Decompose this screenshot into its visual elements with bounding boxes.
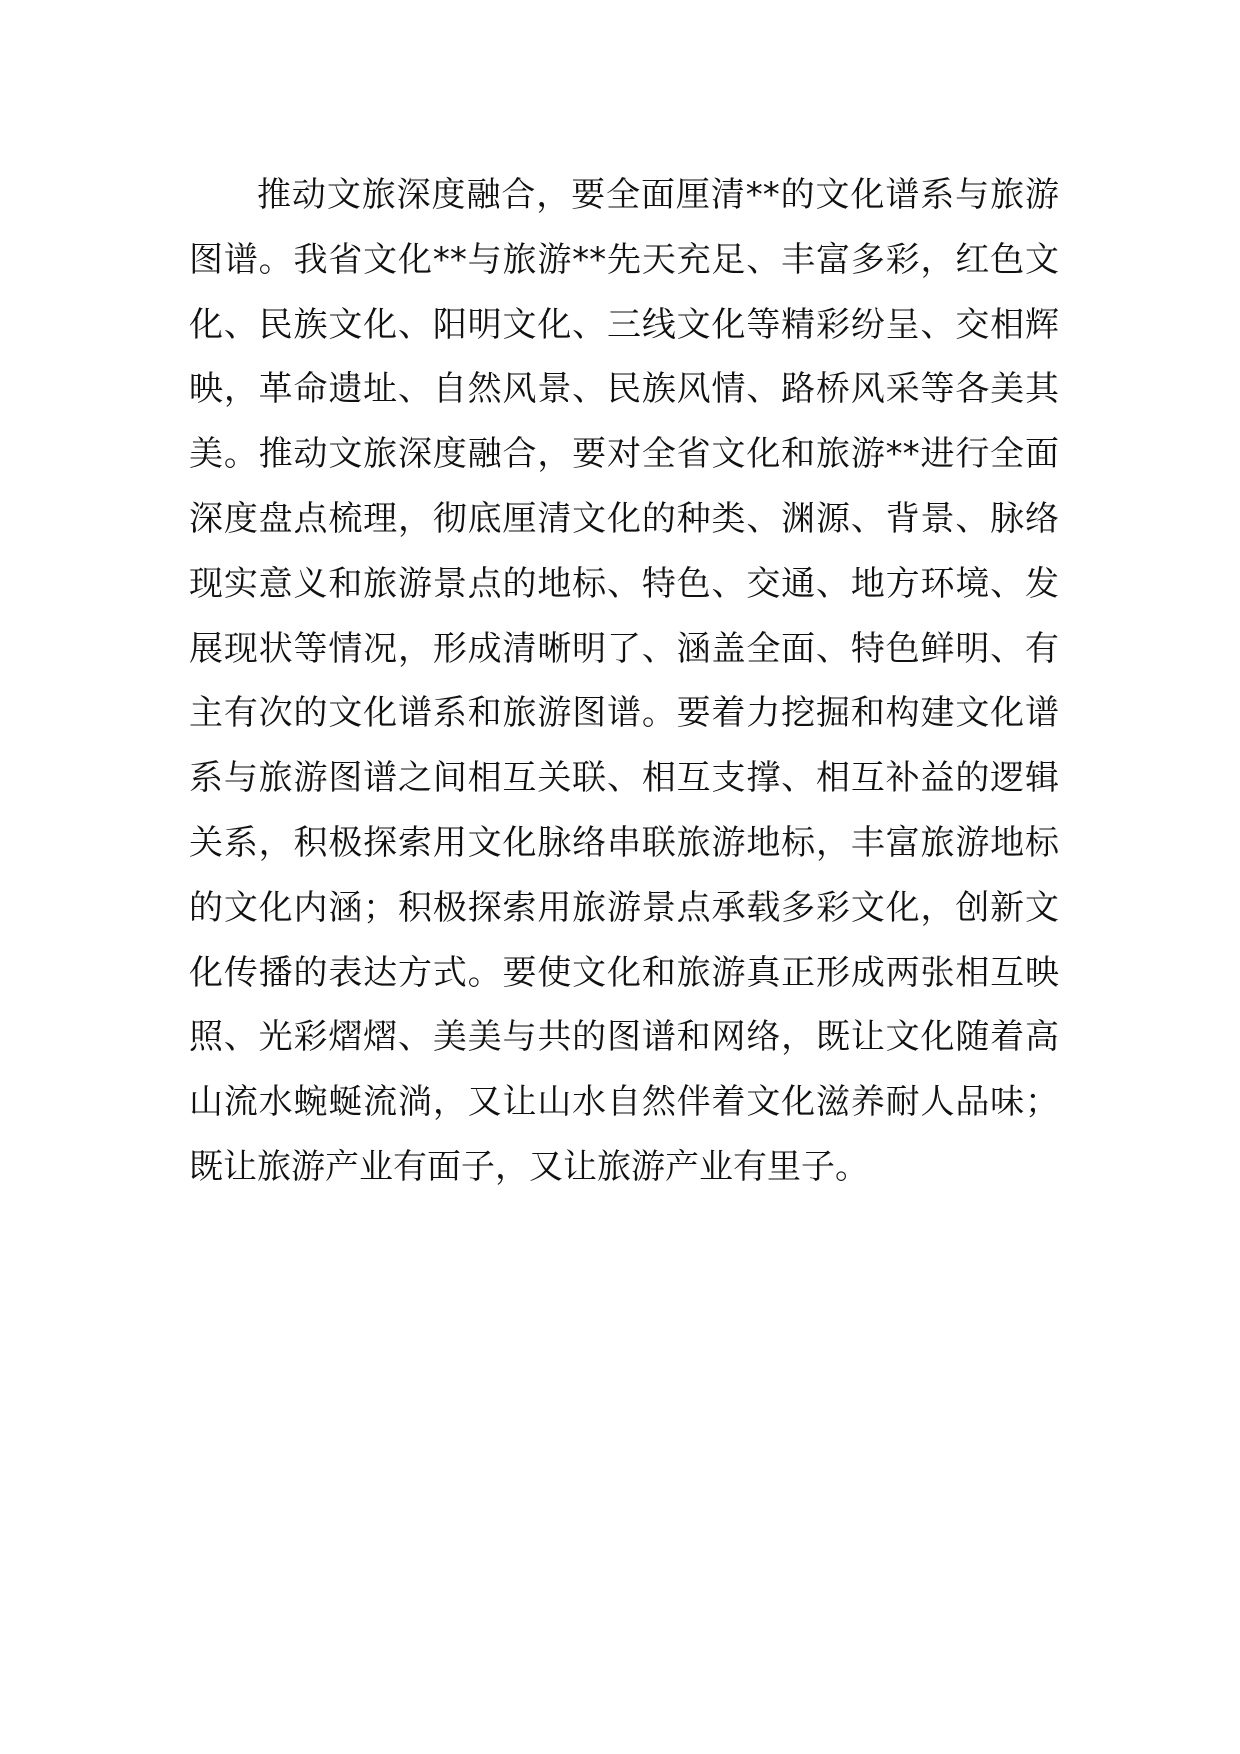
paragraph-line: 展现状等情况，形成清晰明了、涵盖全面、特色鲜明、有 [189, 628, 1059, 669]
paragraph-line: 深度盘点梳理，彻底厘清文化的种类、渊源、背景、脉络 [189, 498, 1059, 539]
paragraph-line: 照、光彩熠熠、美美与共的图谱和网络，既让文化随着高 [189, 1017, 1059, 1058]
paragraph-line: 推动文旅深度融合，要全面厘清**的文化谱系与旅游 [257, 175, 1059, 215]
paragraph-line: 化传播的表达方式。要使文化和旅游真正形成两张相互映 [189, 952, 1059, 993]
paragraph-line: 现实意义和旅游景点的地标、特色、交通、地方环境、发 [189, 563, 1059, 604]
body-paragraph [189, 163, 1059, 1200]
paragraph-line: 主有次的文化谱系和旅游图谱。要着力挖掘和构建文化谱 [189, 693, 1059, 734]
paragraph-line: 美。推动文旅深度融合，要对全省文化和旅游**进行全面 [189, 434, 1059, 475]
paragraph-line: 既让旅游产业有面子，又让旅游产业有里子。 [189, 1146, 869, 1187]
paragraph-line: 关系，积极探索用文化脉络串联旅游地标，丰富旅游地标 [189, 822, 1059, 863]
paragraph-line: 山流水蜿蜒流淌，又让山水自然伴着文化滋养耐人品味； [189, 1082, 1059, 1123]
paragraph-line: 系与旅游图谱之间相互关联、相互支撑、相互补益的逻辑 [189, 758, 1059, 799]
paragraph-line: 图谱。我省文化**与旅游**先天充足、丰富多彩，红色文 [189, 239, 1059, 280]
paragraph-line: 化、民族文化、阳明文化、三线文化等精彩纷呈、交相辉 [189, 304, 1059, 345]
paragraph-line: 的文化内涵；积极探索用旅游景点承载多彩文化，创新文 [189, 887, 1059, 928]
paragraph-line: 映，革命遗址、自然风景、民族风情、路桥风采等各美其 [189, 369, 1059, 410]
